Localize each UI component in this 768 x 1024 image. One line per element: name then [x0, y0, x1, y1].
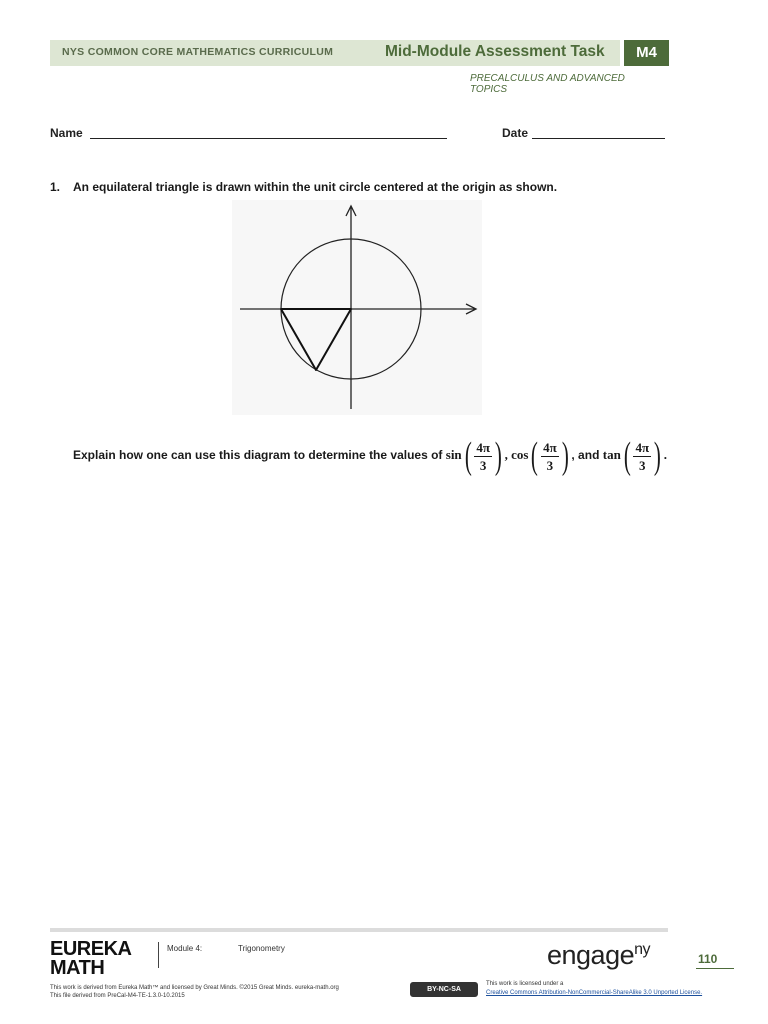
question-number: 1.: [50, 180, 61, 194]
module-label: Module 4:: [167, 944, 203, 953]
page-number: 110: [698, 952, 718, 966]
question-text: An equilateral triangle is drawn within the unit circle centered at the origin as shown.: [73, 180, 558, 194]
module-topic: Trigonometry: [238, 944, 285, 953]
brand-sup: ny: [634, 941, 651, 958]
sin-label: sin: [445, 446, 462, 462]
derived-line-1: This work is derived from Eureka Math™ and licensed by Great Minds. ©2015 Great Minds. eureka-math.org: [50, 985, 339, 991]
sin-numerator: 4π: [476, 439, 490, 455]
footer-divider: [158, 942, 159, 968]
eureka-math-logo: [50, 940, 131, 978]
and-text: , and: [571, 447, 600, 462]
comma-1: ,: [504, 446, 508, 462]
unit-circle-diagram: [232, 200, 482, 415]
cos-numerator: 4π: [543, 439, 557, 455]
derived-line-2: This file derived from PreCal-M4-TE-1.3.0-10.2015: [50, 993, 185, 999]
logo-line-2: MATH: [50, 957, 105, 979]
logo-line-1: EUREKA: [50, 938, 132, 960]
tan-label: tan: [602, 446, 621, 462]
tan-expression: tan( $\frac{4\pi}{3}$ ) .: [602, 435, 667, 477]
course-subtitle: PRECALCULUS AND ADVANCED TOPICS: [470, 73, 625, 95]
curriculum-label: NYS COMMON CORE MATHEMATICS CURRICULUM: [62, 46, 334, 58]
tan-denominator: 3: [639, 457, 646, 473]
explain-prompt: [73, 437, 667, 475]
cos-label: cos: [511, 446, 529, 462]
brand-text: engage: [547, 940, 635, 970]
cos-denominator: 3: [546, 457, 554, 473]
cos-expression: cos( $\frac{4\pi}{3}$ ): [511, 435, 569, 477]
assessment-title: Mid-Module Assessment Task: [385, 43, 605, 60]
name-field[interactable]: [90, 138, 447, 139]
period: .: [663, 446, 667, 462]
module-badge: M4: [624, 40, 669, 66]
cc-license-badge[interactable]: BY-NC-SA: [410, 982, 478, 997]
date-field[interactable]: [532, 138, 665, 139]
engageny-logo: [547, 940, 650, 971]
license-link[interactable]: Creative Commons Attribution-NonCommercial-ShareAlike 3.0 Unported License.: [486, 990, 703, 996]
explain-text: Explain how one can use this diagram to determine the values of: [73, 447, 443, 462]
diagram-background: [232, 200, 482, 415]
name-label: Name: [50, 126, 83, 140]
footer-rule: [50, 928, 668, 932]
date-label: Date: [502, 126, 529, 140]
sin-expression: sin( $\frac{4\pi}{3}$ ) ,: [445, 435, 508, 477]
license-line-1: This work is licensed under a: [486, 981, 564, 987]
sin-denominator: 3: [479, 457, 487, 473]
tan-numerator: 4π: [635, 439, 650, 455]
page-number-rule: [696, 968, 734, 969]
